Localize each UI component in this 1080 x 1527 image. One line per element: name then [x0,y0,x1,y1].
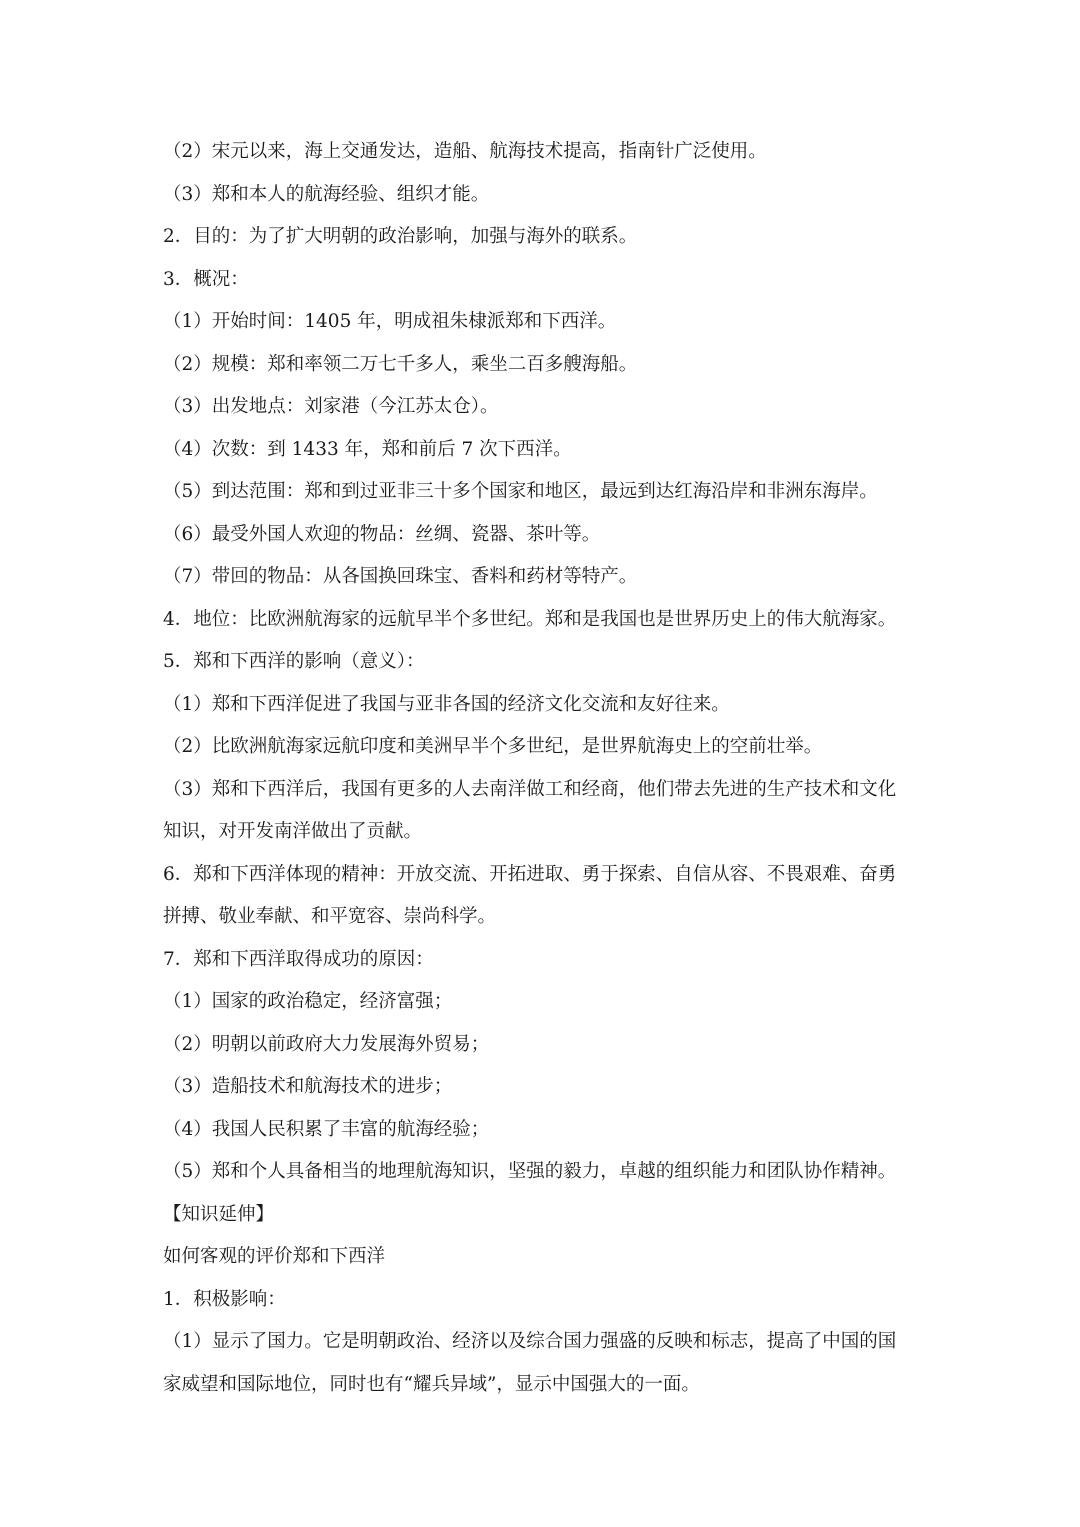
text-line: （3）造船技术和航海技术的进步； [163,1076,453,1097]
text-line: （2）明朝以前政府大力发展海外贸易； [163,1033,490,1055]
text-line: （1）郑和下西洋促进了我国与亚非各国的经济文化交流和友好往来。 [163,693,730,715]
section-heading: 4．地位：比欧洲航海家的远航早半个多世纪。郑和是我国也是世界历史上的伟大航海家。 [163,608,897,630]
text-line-continued: 拼搏、敬业奉献、和平宽容、崇尚科学。 [163,906,497,927]
text-line: （2）比欧洲航海家远航印度和美洲早半个多世纪，是世界航海史上的空前壮举。 [163,736,823,757]
section-heading: 6．郑和下西洋体现的精神：开放交流、开拓进取、勇于探索、自信从容、不畏艰难、奋勇 [163,863,897,885]
text-line: （1）国家的政治稳定，经济富强； [163,991,453,1012]
text-line: （6）最受外国人欢迎的物品：丝绸、瓷器、茶叶等。 [163,523,601,545]
subtitle: 如何客观的评价郑和下西洋 [163,1246,386,1267]
section-heading: 2．目的：为了扩大明朝的政治影响，加强与海外的联系。 [163,226,638,247]
text-line: （5）到达范围：郑和到过亚非三十多个国家和地区，最远到达红海沿岸和非洲东海岸。 [163,481,878,502]
text-line: （1）开始时间：1405 年，明成祖朱棣派郑和下西洋。 [163,311,617,332]
document-page [163,131,923,1406]
section-heading: 1．积极影响： [163,1288,286,1310]
text-line: （1）显示了国力。它是明朝政治、经济以及综合国力强盛的反映和标志，提高了中国的国 [163,1331,897,1352]
text-line: （7）带回的物品：从各国换回珠宝、香料和药材等特产。 [163,566,638,587]
section-heading: 3．概况： [163,268,249,290]
text-line: （2）宋元以来，海上交通发达，造船、航海技术提高，指南针广泛使用。 [163,141,767,162]
text-line: （3）出发地点：刘家港（今江苏太仓）。 [163,396,499,417]
section-heading: 7．郑和下西洋取得成功的原因： [163,948,434,970]
text-line: （3）郑和下西洋后，我国有更多的人去南洋做工和经商，他们带去先进的生产技术和文化 [163,778,897,800]
text-line: （5）郑和个人具备相当的地理航海知识，坚强的毅力，卓越的组织能力和团队协作精神。 [163,1161,897,1182]
text-line-continued: 知识，对开发南洋做出了贡献。 [163,821,423,842]
text-line: （4）我国人民积累了丰富的航海经验； [163,1118,490,1140]
section-heading: 5．郑和下西洋的影响（意义）： [163,651,425,672]
text-line-continued: 家威望和国际地位，同时也有“耀兵异域”，显示中国强大的一面。 [163,1373,700,1395]
text-line: （2）规模：郑和率领二万七千多人，乘坐二百多艘海船。 [163,353,638,375]
text-line: （4）次数：到 1433 年，郑和前后 7 次下西洋。 [163,438,572,460]
text-line: （3）郑和本人的航海经验、组织才能。 [163,183,490,205]
knowledge-extension-heading: 【知识延伸】 [163,1203,275,1225]
